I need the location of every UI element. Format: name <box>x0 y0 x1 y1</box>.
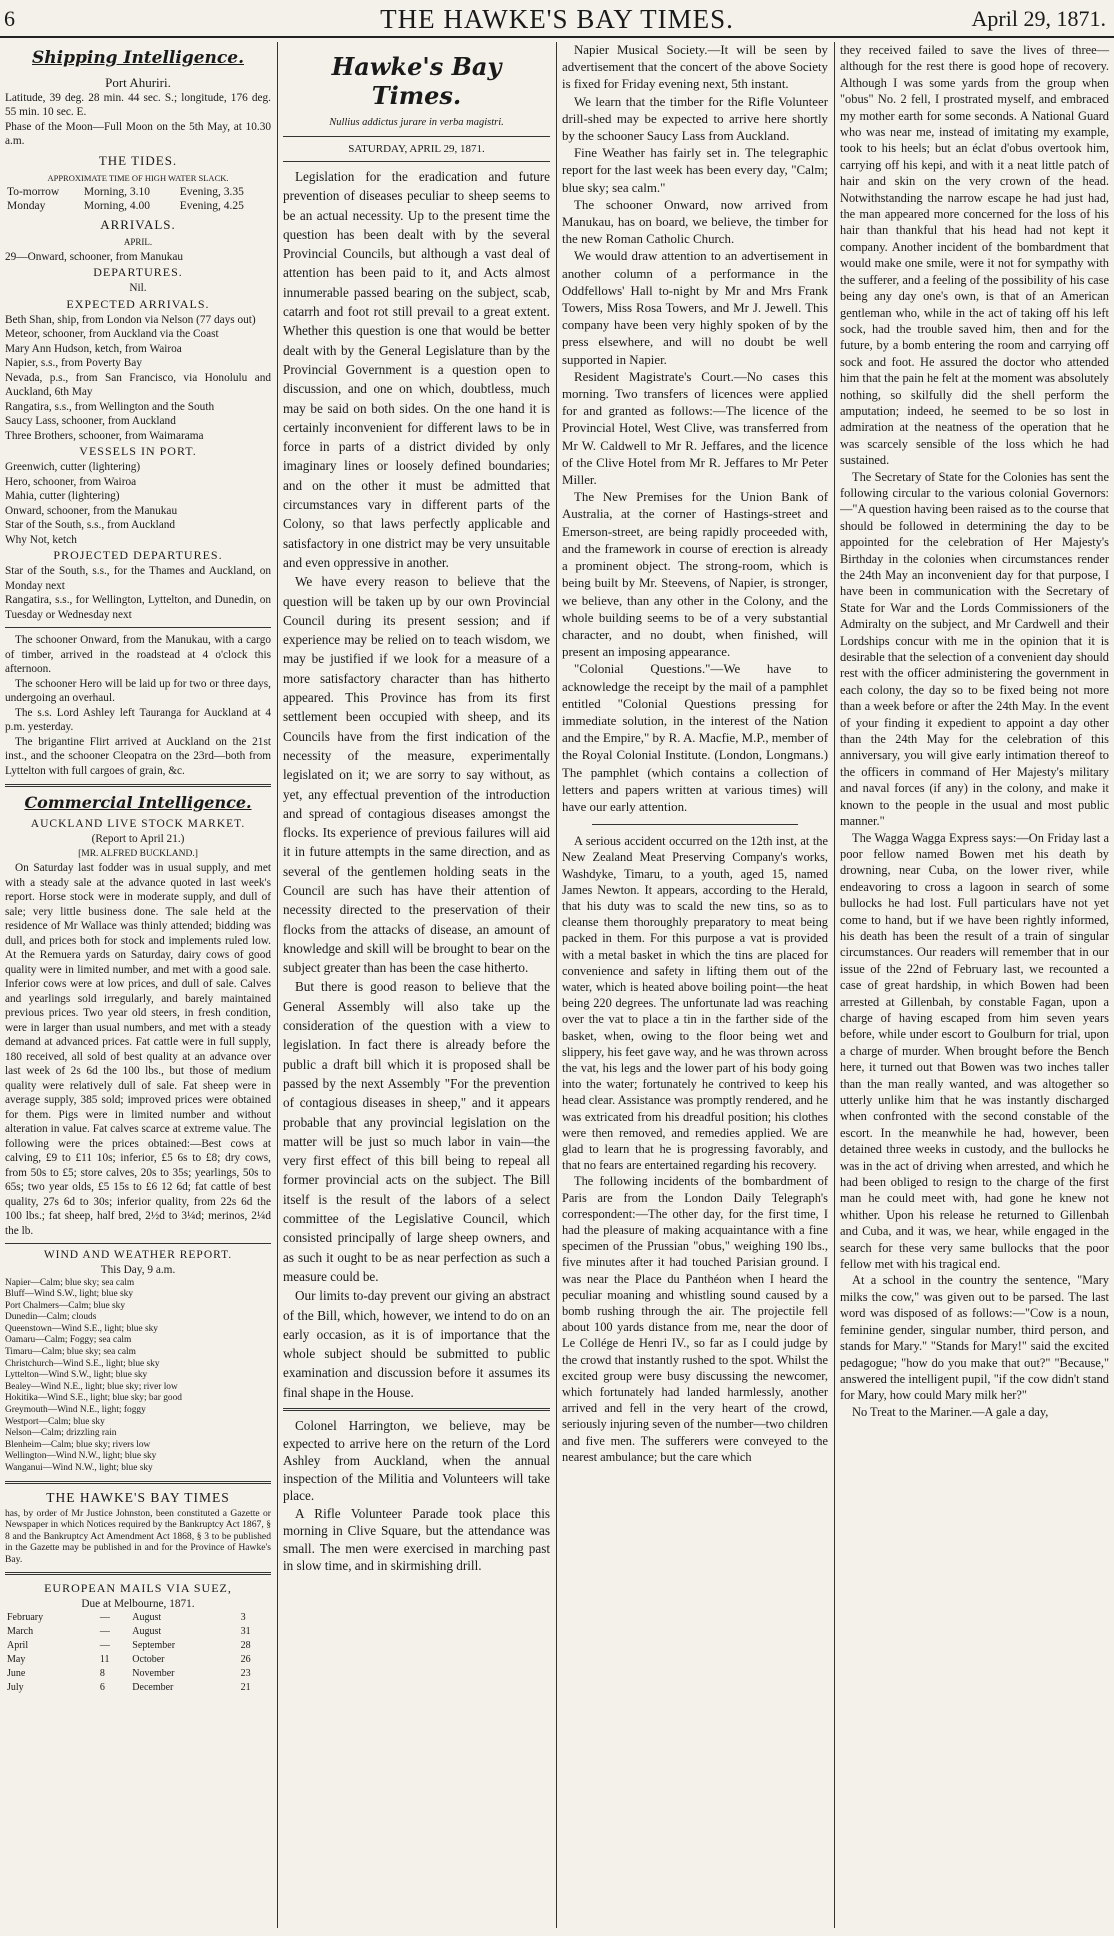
divider <box>5 1243 271 1244</box>
auckland-market-heading: AUCKLAND LIVE STOCK MARKET. <box>30 818 246 830</box>
list-item: Greenwich, cutter (lightering) <box>5 461 141 473</box>
news-paragraph: We would draw attention to an advertisement in another column of a performance in the Oddfellows' Hall to-night by Mr and Mrs Frank Towers, Miss Rosa Towers, and Mr J. Jewell. This company have been very highly spoken of by the press elsewhere, and will no doubt be well supported in Napier. <box>562 249 828 367</box>
news-paragraph: Fine Weather has fairly set in. The telegraphic report for the last week has been every day, "Calm; blue sky; sea calm." <box>562 146 828 195</box>
news-paragraph: Napier Musical Society.—It will be seen by advertisement that the concert of the above Society is fixed for Friday evening next, 5th instant. <box>562 43 828 92</box>
news-paragraph: A serious accident occurred on the 12th inst, at the New Zealand Meat Preserving Company's works, Washdyke, Timaru, to a youth, aged 15, named James Newton. It appears, according to the Herald, that his duty was to scald the new tins, so as to cleanse them thoroughly preparatory to meat being packed in them. For this purpose a vat is provided with a metal basket in which the tins are placed for convenience and safety in lifting them out of the water, which is heated above boiling point—the heat being 220 degrees. The unfortunate lad was reaching over the vat to place a tin in the farther side of the basket, when, owing to the floor being wet and slippery, his feet gave way, and he was thrown across the vat, his legs and the lower part of his body going into the water; fortunately he contrived to keep his head clear. Assistance was promptly rendered, and he was extricated from his dreadful position; his clothes were then removed, and remedies applied. We are glad to learn that he is progressing favorably, and that no fears are entertained regarding his recovery. <box>562 834 828 1173</box>
divider <box>5 1572 271 1575</box>
list-item: Wanganui—Wind N.W., light; blue sky <box>5 1463 153 1473</box>
masthead <box>0 0 1114 38</box>
table-row: May 11 October 26 <box>7 1654 251 1666</box>
list-item: Star of the South, s.s., for the Thames and Auckland, on Monday next <box>5 565 271 592</box>
list-item: Why Not, ketch <box>5 533 77 546</box>
auckland-author: [MR. ALFRED BUCKLAND.] <box>78 848 198 859</box>
gazette-notice-body: has, by order of Mr Justice Johnston, been constituted a Gazette or Newspaper in which Notices required by the Bankruptcy Act 1867, § 8 and the Bankruptcy Act Amendment Act 1868, § 3 to be published in the Gazette may be published in and for the Province of Hawke's Bay. <box>5 1507 271 1565</box>
list-item: Napier, s.s., from Poverty Bay <box>5 357 142 369</box>
latitude-line: Latitude, 39 deg. 28 min. 44 sec. S.; longitude, 176 deg. 55 min. 10 sec. E. <box>5 91 271 118</box>
list-item: Mary Ann Hudson, ketch, from Wairoa <box>5 342 182 355</box>
port-name: Port Ahuriri. <box>105 75 171 90</box>
shipping-paragraph: The schooner Hero will be laid up for two or three days, undergoing an overhaul. <box>5 677 271 704</box>
list-item: Three Brothers, schooner, from Waimarama <box>5 429 204 442</box>
divider <box>592 824 798 825</box>
news-paragraph: "Colonial Questions."—We have to acknowledge the receipt by the mail of a pamphlet entitled "Colonial Questions pressing for immediate solution, in the interest of the Nation and the Empire," by R. A. Macfie, M.P., member of the Royal Colonial Institute. (London, Longmans.) The pamphlet (which contains a collection of letters and papers written at various times) will have our early attention. <box>562 662 828 814</box>
list-item: Blenheim—Calm; blue sky; rivers low <box>5 1439 151 1450</box>
moon-phase: Phase of the Moon—Full Moon on the 5th May, at 10.30 a.m. <box>5 120 271 147</box>
news-paragraph: No Treat to the Mariner.—A gale a day, <box>852 1404 1049 1419</box>
news-paragraph: At a school in the country the sentence, "Mary milks the cow," was given out to be parsed. The last word was disposed of as follows:—"Cow is a noun, feminine gender, singular number, third person, and stands for Mary." "Stands for Mary!" said the excited pedagogue; "how do you make that out?" "Because," answered the intelligent pupil, "if the cow didn't stand for Mary, how could Mary milk her?" <box>840 1273 1109 1403</box>
table-row: To-morrow Morning, 3.10 Evening, 3.35 <box>7 186 244 198</box>
list-item: Westport—Calm; blue sky <box>5 1416 105 1427</box>
list-item: Beth Shan, ship, from London via Nelson (77 days out) <box>5 313 256 326</box>
issue-date: April 29, 1871. <box>971 6 1106 31</box>
arrivals-month: APRIL. <box>123 237 153 247</box>
list-item: Bealey—Wind N.E., light; blue sky; river low <box>5 1381 178 1392</box>
shipping-paragraph: The schooner Onward, from the Manukau, with a cargo of timber, arrived in the roadstead at 4 o'clock this afternoon. <box>5 634 271 675</box>
editorial-paragraph: Our limits to-day prevent our giving an abstract of the Bill, which, however, we intend to do on an early occasion, as it is of importance that the whole subject should be submitted to public examination and discussion before it assumes its final shape in the House. <box>283 1288 550 1400</box>
list-item: Timaru—Calm; blue sky; sea calm <box>5 1347 136 1358</box>
wind-weather-heading: WIND AND WEATHER REPORT. <box>43 1249 233 1261</box>
table-row: April — September 28 <box>7 1640 251 1652</box>
list-item: Bluff—Wind S.W., light; blue sky <box>5 1289 134 1300</box>
divider <box>283 136 550 137</box>
wind-time: This Day, 9 a.m. <box>100 1264 176 1276</box>
news-paragraph: Resident Magistrate's Court.—No cases this morning. Two transfers of licences were applied for and granted as follows:—The licence of the Provincial Hotel, West Clive, was transferred from Mr W. Caldwell to Mr R. Jeffares, and the licence of the Clive Hotel from Mr R. Jeffares to Mr Peter Miller. <box>562 369 828 488</box>
news-paragraph: A Rifle Volunteer Parade took place this morning in Clive Square, but the attendance was small. The men were exercised in marching past in slow time, and in skirmishing drill. <box>283 1505 550 1573</box>
editorial-paragraph: We have every reason to believe that the question will be taken up by our own Provincial Council during its present session; and if experience may be relied on to teach wisdom, we may be justified if we look for a measure of a more satisfactory character than has hitherto appeared. This Province has from its first settlement been occupied with sheep, and its Councils have from the first indication of the necessity of the measure, experimentally legislated on it; we are sorry to say without, as yet, any effectual prevention of the introduction and spread of contagious diseases amongst the flocks. Its experience of previous failures will aid it in future attempts in the same direction, and as several of the gentlemen holding seats in the Council are such has have their attention of necessity directed to the preservation of their flocks from the attacks of disease, an amount of knowledge and skill will be brought to bear on the subject greater than has been the case hitherto. <box>283 574 550 976</box>
departures-nil: Nil. <box>129 282 147 294</box>
news-paragraph: We learn that the timber for the Rifle Volunteer drill-shed may be expected to arrive here shortly by the schooner Saucy Lass from Auckland. <box>562 94 828 144</box>
page-number: 6 <box>4 6 15 31</box>
column-2 <box>278 42 555 1928</box>
mails-subheading: Due at Melbourne, 1871. <box>81 1597 195 1610</box>
list-item: Hero, schooner, from Wairoa <box>5 475 137 488</box>
shipping-heading: Shipping Intelligence. <box>32 48 244 68</box>
newspaper-title: THE HAWKE'S BAY TIMES. <box>380 4 734 34</box>
table-row: February — August 3 <box>7 1612 246 1624</box>
list-item: Mahia, cutter (lightering) <box>5 490 120 502</box>
divider <box>5 784 271 787</box>
table-row: June 8 November 23 <box>7 1668 251 1680</box>
dateline: SATURDAY, APRIL 29, 1871. <box>348 142 485 155</box>
news-paragraph: The Wagga Wagga Express says:—On Friday last a poor fellow named Bowen met his death by drowning, near Cuba, on the lower river, while endeavoring to cross a lagoon in search of some bullocks he had lost. Full particulars have not yet come to hand, but if we have been rightly informed, his death has been the result of a train of singular circumstances. Our readers will remember that in our issue of the 22nd of February last, we recounted a case of great hardship, in which Bowen had been arrested at Gillenbah, by constable Fagan, upon a charge of having escaped from him seven years before, while under escort to Goulburn for trial, upon a charge of murder. When brought before the Bench here, it turned out that Bowen was two inches taller than the man really wanted, and was altogether so utterly unlike him that he was instantly discharged when confronted with the second constable of the escort. In the meanwhile he had, however, been detained three weeks in custody, and the bullocks he was in the act of driving when arrested, and which he had been obliged to resign to the charge of the first man he could meet with, had gone he knew not whither. Upon his release he returned to Gillenbah and Cuba, and it was, we hear, while engaged in the search for these very same bullocks that the poor fellow met with his tragical end. <box>840 830 1109 1272</box>
news-paragraph: The schooner Onward, now arrived from Manukau, has on board, we believe, the timber for the new Roman Catholic Church. <box>562 197 828 247</box>
list-item: Rangatira, s.s., for Wellington, Lyttelton, and Dunedin, on Tuesday or Wednesday next <box>5 594 271 621</box>
expected-heading: EXPECTED ARRIVALS. <box>66 296 210 311</box>
list-item: Onward, schooner, from the Manukau <box>5 504 178 517</box>
list-item: Dunedin—Calm; clouds <box>5 1312 97 1323</box>
shipping-paragraph: The brigantine Flirt arrived at Auckland on the 21st inst., and the schooner Cleopatra on the 23rd—both from Lyttelton with full cargoes of grain, &c. <box>5 735 271 777</box>
list-item: Wellington—Wind N.W., light; blue sky <box>5 1451 157 1462</box>
mails-table <box>5 1611 271 1695</box>
list-item: Port Chalmers—Calm; blue sky <box>5 1300 126 1311</box>
column-4 <box>835 42 1114 1928</box>
news-paragraph: they received failed to save the lives of three—although for the rest there is good hope of recovery. Although I was some yards from the group when "obus" No. 2 fell, I prostrated myself, and embraced my mother earth for some seconds. A National Guard who was near me, instead of imitating my example, took to his heels; but an éclat d'obus overtook him, carrying off his kepi, and with it a neat little patch of hair and skin on the very crown of the head. Notwithstanding the narrow escape he had just had, the man appeared more concerned for the loss of his hair than thankful that his head had not kept it company. Another incident of the bombardment that would make one smile, were it not for sympathy with the sufferer, and a feeling of the possibility of his case being any day one's own, is that of an American gentleman who, while in the act of taking off his left sock, had the trouble saved him, then and for the future, by a bomb entering the room and carrying off sock and foot. He assured the doctor who attended him that the pain he felt at the moment was absolutely nothing, so skilfully did the shell perform the amputation; indeed, he seemed to be so lost in admiration at the neatness of the operation that he was scarcely sensible of the loss which he had sustained. <box>840 43 1109 468</box>
list-item: Hokitika—Wind S.E., light; blue sky; bar good <box>5 1393 182 1404</box>
list-item: Napier—Calm; blue sky; sea calm <box>5 1277 135 1288</box>
table-row: Monday Morning, 4.00 Evening, 4.25 <box>7 200 244 212</box>
tides-heading: THE TIDES. <box>98 152 178 168</box>
list-item: Oamaru—Calm; Foggy; sea calm <box>5 1335 132 1346</box>
column-3 <box>557 42 833 1928</box>
list-item: Nevada, p.s., from San Francisco, via Honolulu and Auckland, 6th May <box>5 371 271 398</box>
news-paragraph: The Secretary of State for the Colonies has sent the following circular to the various colonial Governors:—"A question having been raised as to the course that should be followed in determining the day to be appointed for the celebration of Her Majesty's Birthday in the colonies when circumstances render the 24th May an inconvenient day for that purpose, I have been in communication with the Secretary of State for War and the Lords Commissioners of the Admiralty on the subject, and Mr Cardwell and their Lordships concur with me in the opinion that it is desirable that the selection of a convenient day should rest with the officer administering the government in each colony, the day so to be fixed being not more than a week before or after the 24th May. In the event of your finding it expedient to appoint a day other than the 24th May for the celebration of this anniversary, you will give early intimation thereof to the officers in command of Her Majesty's military and naval forces (if any) in the colony, and make it known to the people in the usual and most public manner." <box>840 469 1109 829</box>
list-item: Christchurch—Wind S.E., light; blue sky <box>5 1358 160 1369</box>
list-item: Lyttelton—Wind S.W., light; blue sky <box>5 1370 148 1381</box>
news-paragraph: The New Premises for the Union Bank of Australia, at the corner of Hastings-street and Emerson-street, are being rapidly proceeded with, and the framework in course of erection is already a prominent object. The strong-room, which is being built by Mr. Steevens, of Napier, is stronger, we believe, than any other in the Colony, and the whole building seems to be of a very substantial character, and no doubt, when finished, will present an imposing appearance. <box>562 490 828 660</box>
list-item: Star of the South, s.s., from Auckland <box>5 519 176 531</box>
news-paragraph: The following incidents of the bombardment of Paris are from the London Daily Telegraph's correspondent:—The other day, for the first time, I had the pleasure of making acquaintance with a fine specimen of the Prussian "obus," weighing 190 lbs., five minutes after it had touched Parisian ground. I was near the Place du Panthéon when I heard the peculiar moaning and whistling sound caused by a bomb rushing through the air. The projectile fell about 100 yards distance from me, near the door of Le Collége de Henri IV., so far as I could judge by the crowd that instantly rushed to the spot. Whilst the excited group were busy discussing the newcomer, which fortunately had landed harmlessly, another arrived and fell in the very heart of the crowd, seriously injuring seven of the number—two children and five men. The sufferers were conveyed to the nearest ambulance; but the care which <box>562 1174 828 1464</box>
commercial-heading: Commercial Intelligence. <box>24 793 252 812</box>
news-paragraph: Colonel Harrington, we believe, may be expected to arrive here on the return of the Lord Ashley from Auckland, when the annual inspection of the Militia and Volunteers will take place. <box>283 1418 550 1503</box>
projected-heading: PROJECTED DEPARTURES. <box>53 548 223 562</box>
column-1 <box>0 42 276 1928</box>
tides-table <box>5 185 271 213</box>
list-item: Queenstown—Wind S.E., light; blue sky <box>5 1323 158 1334</box>
divider <box>5 1481 271 1484</box>
editorial-paragraph: But there is good reason to believe that the General Assembly will also take up the consideration of the question with a view to legislation. In fact there is already before the public a draft bill which it is proposed shall be passed by the next Assembly "For the prevention of contagious diseases in sheep," and it appears probable that any provincial legislation on the matter will be just so much labor in vain—the very first effect of this bill being to repeal all former provincial acts on the subject. The Bill itself is the result of the labors of a select committee of the Legislative Council, which consisted principally of large sheep owners, and as such it ought to be as near perfection as such a measure could be. <box>283 979 550 1284</box>
divider <box>283 1408 550 1411</box>
auckland-market-body: On Saturday last fodder was in usual supply, and met with a steady sale at the advance quoted in last week's report. Horse stock were in moderate supply, and dull of sale; very little business done. The sale held at the residence of Mr Wallace was thinly attended; bidding was dull, and prices both for stock and implements ruled low. At the Remuera yards on Saturday, dairy cows of good quality were in limited number, and met with a good sale. Inferior cows were at low prices, and dull of sale. Calves and yearlings sold irregularly, and barely maintained previous prices. Two year old steers, in fresh condition, were in larger than usual numbers, and met with a steady demand at advanced prices. Fat cattle were in full supply, 180 received, all sold of best quality at an advance over last week of 2s 6d the 100 lbs., but those of medium quality were relatively dull of sale. Fat sheep were in average supply, 385 sold; improved prices were obtained for them. Pigs were in limited number and without alteration in value. Fat calves scarce at extreme value. The following were the prices obtained:—Best cows at calving, £9 to £11 10s; inferior, £5 6s to £8; dry cows, from 50s to £5; store calves, 20s to 35s; yearlings, 50s to 65s; two year olds, £5 15s to £6 12 6d; fat cattle of best quality, 27s 6d to 30s; inferior quality, from 22s 6d the 100 lbs.; fat sheep, half bred, 2½d to 3¼d; merinos, 2¼d the lb. <box>5 862 271 1237</box>
list-item: Greymouth—Wind N.E., light; foggy <box>5 1405 146 1416</box>
arrivals-line: 29—Onward, schooner, from Manukau <box>5 250 184 263</box>
editorial-title: Hawke's Bay Times. <box>331 52 502 110</box>
motto: Nullius addictus jurare in verba magistri. <box>329 117 504 128</box>
list-item: Meteor, schooner, from Auckland via the Coast <box>5 328 219 340</box>
list-item: Nelson—Calm; drizzling rain <box>5 1428 117 1439</box>
list-item: Rangatira, s.s., from Wellington and the South <box>5 400 215 413</box>
table-row: July 6 December 21 <box>7 1682 251 1694</box>
shipping-paragraph: The s.s. Lord Ashley left Tauranga for Auckland at 4 p.m. yesterday. <box>5 706 271 733</box>
departures-heading: DEPARTURES. <box>93 265 183 279</box>
gazette-notice-heading: THE HAWKE'S BAY TIMES <box>46 1489 230 1505</box>
wind-report-list <box>5 1278 271 1475</box>
divider <box>283 161 550 162</box>
vessels-heading: VESSELS IN PORT. <box>79 444 197 458</box>
mails-heading: EUROPEAN MAILS VIA SUEZ, <box>44 1580 232 1595</box>
editorial-paragraph: Legislation for the eradication and future prevention of diseases peculiar to sheep seems to be an actual necessity. Up to the present time the question has been dealt with by the several Provincial Councils, but although a vast deal of attention has been paid to it, and Acts almost innumerable passed bearing on the subject, scab, catarrh and foot rot still prevail to a great extent. Whether this question is one that would be better dealt with by the General Legislature than by the Provincial Government is a question open to discussion, and one on which, doubtless, much may be said on both sides. On the one hand it is certainly inconvenient for different laws to be in force in parts of a district divided by only imaginary lines or loosely defined boundaries; and on the other it must be admitted that circumstances vary in different parts of the Colony, so that laws perfectly applicable and satisfactory in one district may be very unsuitable and even oppressive in another. <box>283 169 550 570</box>
arrivals-heading: ARRIVALS. <box>100 217 176 232</box>
divider <box>5 627 271 628</box>
table-row: March — August 31 <box>7 1626 251 1638</box>
auckland-report-date: (Report to April 21.) <box>91 833 185 845</box>
list-item: Saucy Lass, schooner, from Auckland <box>5 415 176 427</box>
tides-subheading: APPROXIMATE TIME OF HIGH WATER SLACK. <box>47 172 229 183</box>
